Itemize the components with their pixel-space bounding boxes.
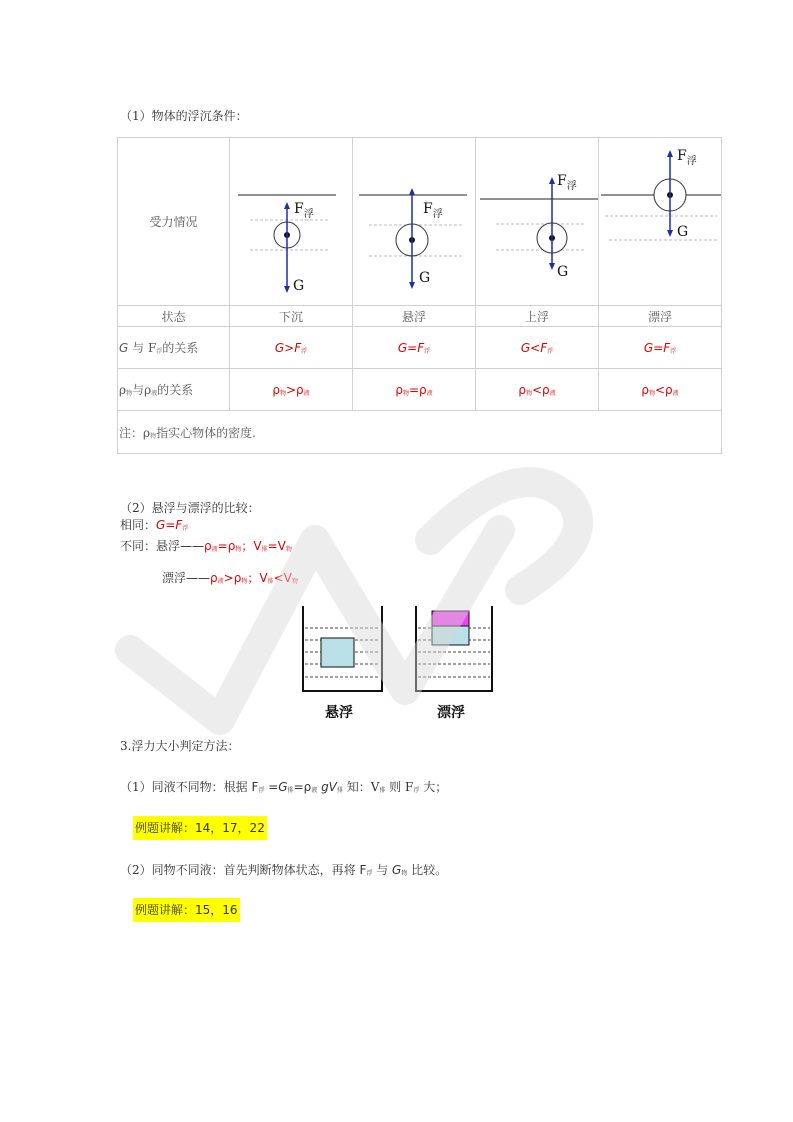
example-2-highlight: 例题讲解：15，16 <box>133 898 240 922</box>
state-suspended: 悬浮 <box>353 306 476 327</box>
buoyant-force-label: $F_浮$ <box>557 173 577 192</box>
density-sinking: $\rho_物>\rho_液$ <box>230 369 353 411</box>
gravity-label: G <box>557 264 569 280</box>
sinking-diagram <box>230 138 352 305</box>
diagram-sinking <box>230 138 353 306</box>
g-f-suspended: $G=F_浮$ <box>353 327 476 369</box>
buoyant-force-label: $F_浮$ <box>677 148 697 167</box>
difference-line-floating: 漂浮$——\rho_液>\rho_物$；$V_排<V_物$ <box>162 571 298 585</box>
state-floating: 漂浮 <box>599 306 722 327</box>
table-note: 注：$\rho_物$指实心物体的密度. <box>118 411 722 454</box>
density-floating: $\rho_物<\rho_液$ <box>599 369 722 411</box>
difference-line-suspended: 不同：悬浮$——\rho_液=\rho_物$；$V_排=V_物$ <box>120 539 292 553</box>
method1-line: （1）同液不同物：根据 $F_浮 =G_排=\rho_液$ $gV_排$ 知：$V_排$ 则 $F_浮$ 大； <box>120 780 448 794</box>
g-f-rising: $G<F_浮$ <box>476 327 599 369</box>
buoyancy-conditions-table <box>117 137 722 454</box>
gravity-label: G <box>293 278 305 294</box>
g-f-floating: $G=F_浮$ <box>599 327 722 369</box>
force-label-cell <box>118 138 230 306</box>
section3-title: 3.浮力大小判定方法： <box>120 739 240 753</box>
diagram-rising <box>476 138 599 306</box>
state-label-cell <box>118 306 230 327</box>
diagram-floating <box>599 138 722 306</box>
beaker-suspended <box>302 606 383 692</box>
gravity-label: G <box>677 224 689 240</box>
beakers-figure <box>298 600 508 698</box>
suspended-diagram <box>353 138 475 305</box>
example-1-highlight: 例题讲解：14，17，22 <box>133 816 267 840</box>
buoyant-force-label: $F_浮$ <box>423 201 443 220</box>
section1-title: （1）物体的浮沉条件： <box>120 109 248 123</box>
section2-title: （2）悬浮与漂浮的比较： <box>120 501 260 515</box>
force-situation-label: 受力情况 <box>149 215 198 229</box>
beaker-floating <box>415 606 493 692</box>
floating-diagram <box>599 138 721 305</box>
rising-diagram <box>476 138 598 305</box>
density-rising: $\rho_物<\rho_液$ <box>476 369 599 411</box>
diagram-suspended <box>353 138 476 306</box>
figure-label-suspended: 悬浮 <box>325 705 353 721</box>
method2-line: （2）同物不同液：首先判断物体状态，再将 $F_浮$ 与 $G_物$ 比较。 <box>120 863 448 877</box>
buoyant-force-label: $F_浮$ <box>294 201 314 220</box>
same-line: 相同：$G=F_浮$ <box>120 518 189 532</box>
figure-label-floating: 漂浮 <box>437 705 465 721</box>
g-f-sinking: $G>F_浮$ <box>230 327 353 369</box>
density-relation-label: $\rho_物$与$\rho_液$的关系 <box>118 369 230 411</box>
state-sinking: 下沉 <box>230 306 353 327</box>
gravity-label: G <box>419 270 431 286</box>
g-f-relation-label: G 与 $F_浮$的关系 <box>118 327 230 369</box>
state-label: 状态 <box>161 309 186 324</box>
state-rising: 上浮 <box>476 306 599 327</box>
density-suspended: $\rho_物=\rho_液$ <box>353 369 476 411</box>
